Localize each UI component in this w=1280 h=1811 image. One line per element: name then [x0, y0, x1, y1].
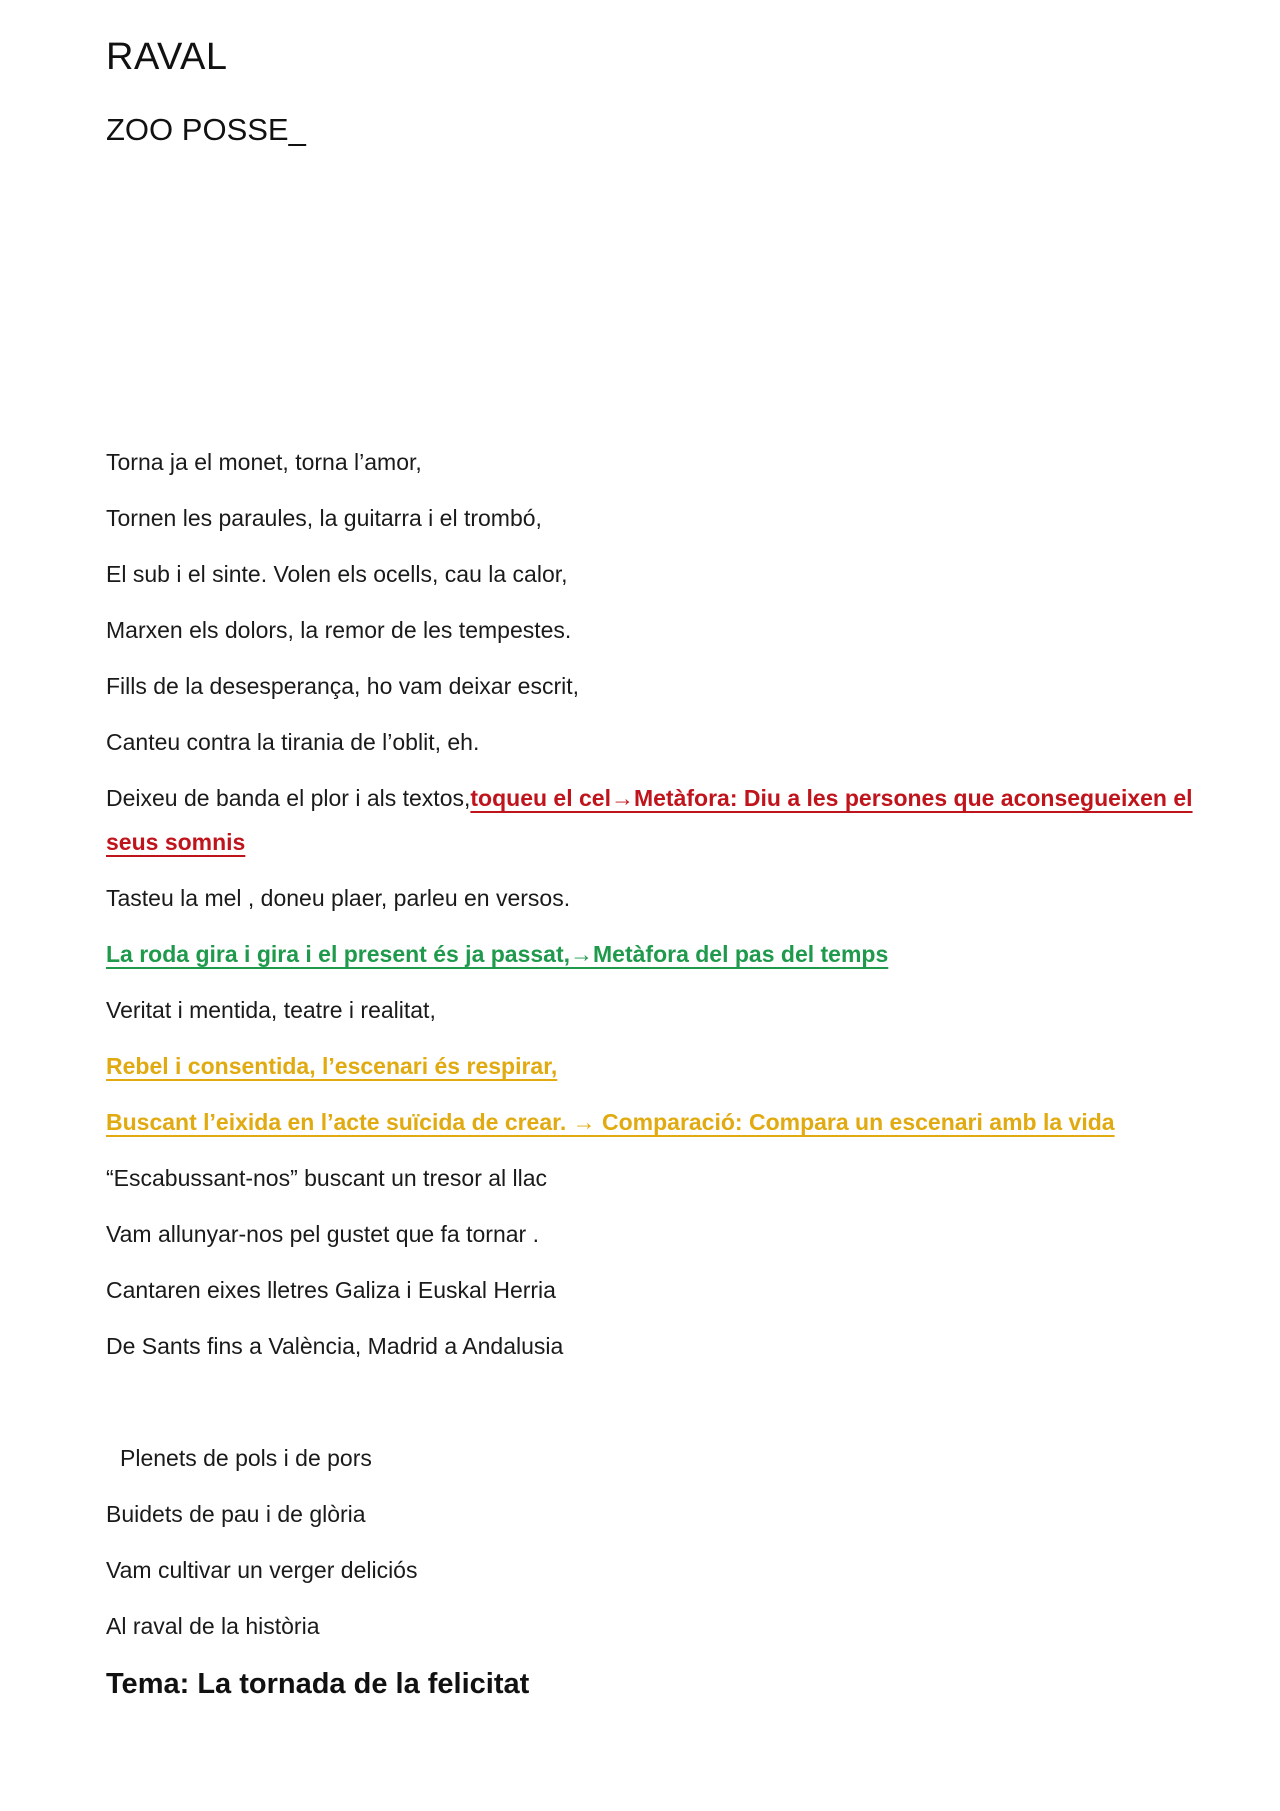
highlight-line-stage: Rebel i consentida, l’escenari és respirar,	[106, 1053, 558, 1079]
lyric-line-4: Marxen els dolors, la remor de les tempestes.	[106, 617, 572, 643]
lyric-line-10: Veritat i mentida, teatre i realitat,	[106, 997, 436, 1023]
lyric-line-7	[106, 776, 1216, 864]
lyric-line-5: Fills de la desesperança, ho vam deixar escrit,	[106, 673, 579, 699]
comparison-annotation-stage: Buscant l’eixida en l’acte suïcida de crear. → Comparació: Compara un escenari amb la vida	[106, 1109, 1115, 1135]
lyric-line-20: Al raval de la història	[106, 1613, 320, 1639]
lyric-line-8: Tasteu la mel , doneu plaer, parleu en versos.	[106, 885, 571, 911]
lyric-line-18: Buidets de pau i de glòria	[106, 1501, 366, 1527]
lyric-line-3: El sub i el sinte. Volen els ocells, cau la calor,	[106, 561, 568, 587]
lyric-line-1: Torna ja el monet, torna l’amor,	[106, 449, 422, 475]
song-title: RAVAL	[106, 36, 228, 78]
lyric-line-14: Vam allunyar-nos pel gustet que fa tornar .	[106, 1221, 539, 1247]
metaphor-annotation-time: La roda gira i gira i el present és ja passat,→Metàfora del pas del temps	[106, 941, 889, 967]
song-artist: ZOO POSSE_	[106, 112, 306, 147]
lyric-line-6: Canteu contra la tirania de l’oblit, eh.	[106, 729, 480, 755]
lyric-line-2: Tornen les paraules, la guitarra i el trombó,	[106, 505, 542, 531]
lyric-line-15: Cantaren eixes lletres Galiza i Euskal Herria	[106, 1277, 556, 1303]
lyric-line-19: Vam cultivar un verger deliciós	[106, 1557, 418, 1583]
lyrics-block	[106, 440, 1216, 1706]
lyric-line-7-text: Deixeu de banda el plor i als textos,	[106, 785, 471, 811]
lyric-line-16: De Sants fins a València, Madrid a Andalusia	[106, 1333, 564, 1359]
theme-statement: Tema: La tornada de la felicitat	[106, 1668, 530, 1700]
lyric-line-17: Plenets de pols i de pors	[120, 1445, 372, 1471]
lyric-line-13: “Escabussant-nos” buscant un tresor al llac	[106, 1165, 548, 1191]
metaphor-annotation-sky: toqueu el cel→Metàfora: Diu a les persones que aconsegueixen el seus somnis	[106, 785, 1193, 855]
